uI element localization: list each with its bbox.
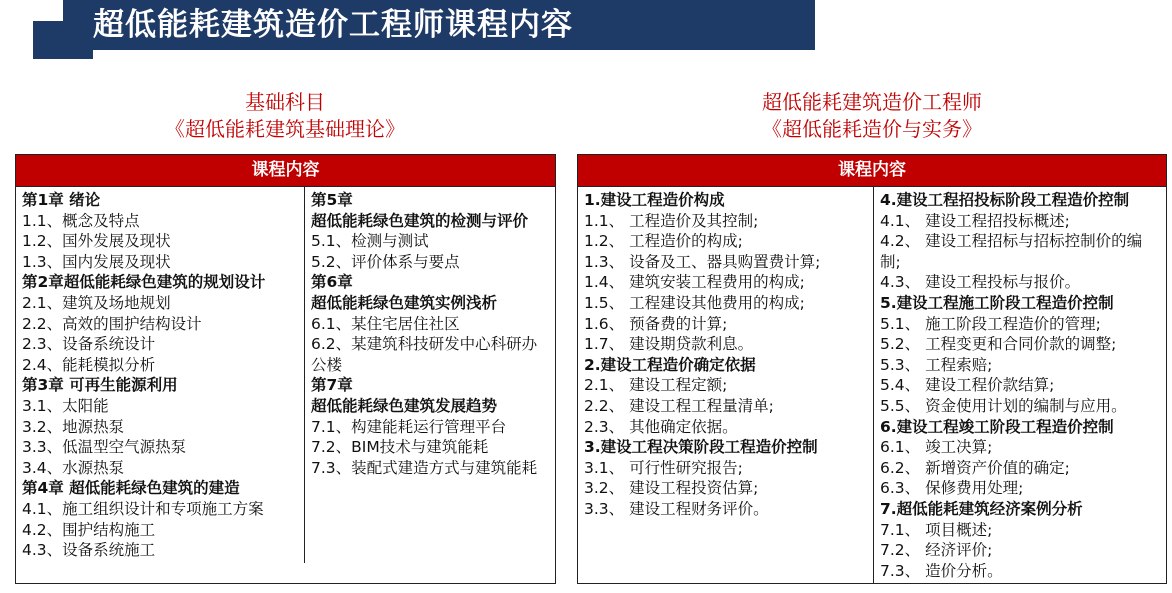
left-column-2	[304, 187, 555, 563]
chapter-heading: 第6章	[311, 273, 353, 292]
list-item: 2.1、 建设工程定额;	[584, 376, 728, 395]
list-item: 7.2、BIM技术与建筑能耗	[311, 438, 489, 457]
left-course-box	[15, 154, 556, 584]
list-item: 1.7、 建设期贷款利息。	[584, 335, 754, 354]
list-item: 1.3、国内发展及现状	[22, 252, 171, 271]
page-title: 超低能耗建筑造价工程师课程内容	[63, 0, 815, 50]
left-column-1	[16, 187, 304, 563]
left-subtitle-line1: 基础科目	[245, 90, 325, 114]
list-item: 5.3、 工程索赔;	[880, 355, 993, 374]
list-item: 1.1、概念及特点	[22, 211, 140, 230]
list-item: 5.5、 资金使用计划的编制与应用。	[880, 396, 1127, 415]
list-item: 6.3、 保修费用处理;	[880, 479, 1024, 498]
list-item: 7.3、 造价分析。	[880, 561, 1003, 580]
list-item: 2.4、能耗模拟分析	[22, 355, 156, 374]
chapter-heading: 7.超低能耗建筑经济案例分析	[880, 499, 1083, 518]
list-item: 3.2、地源热泵	[22, 417, 125, 436]
chapter-heading: 超低能耗绿色建筑发展趋势	[311, 396, 498, 415]
chapter-heading: 1.建设工程造价构成	[584, 191, 725, 209]
list-item: 7.2、 经济评价;	[880, 541, 993, 560]
chapter-heading: 6.建设工程竣工阶段工程造价控制	[880, 417, 1114, 436]
list-item: 5.2、 工程变更和合同价款的调整;	[880, 335, 1117, 354]
list-item: 3.3、低温型空气源热泵	[22, 438, 187, 457]
right-subtitle-line1: 超低能耗建筑造价工程师	[762, 90, 982, 114]
list-item: 4.3、设备系统施工	[22, 541, 156, 560]
chapter-heading: 第2章超低能耗绿色建筑的规划设计	[22, 273, 266, 292]
chapter-heading: 第7章	[311, 376, 353, 395]
list-item: 5.2、评价体系与要点	[311, 252, 460, 271]
list-item: 3.2、 建设工程投资估算;	[584, 479, 759, 498]
chapter-heading: 第1章 绪论	[22, 191, 101, 209]
chapter-heading: 第5章	[311, 191, 353, 209]
list-item: 6.1、某住宅居住社区	[311, 314, 460, 333]
list-item: 7.3、装配式建造方式与建筑能耗	[311, 458, 538, 477]
list-item: 6.1、 竣工决算;	[880, 438, 993, 457]
list-item: 5.1、 施工阶段工程造价的管理;	[880, 314, 1101, 333]
chapter-heading: 5.建设工程施工阶段工程造价控制	[880, 293, 1114, 312]
list-item: 1.4、 建筑安装工程费用的构成;	[584, 273, 805, 292]
chapter-heading: 超低能耗绿色建筑的检测与评价	[311, 211, 529, 230]
list-item: 6.2、某建筑科技研发中心科研办公楼	[311, 335, 538, 374]
list-item: 2.2、 建设工程工程量清单;	[584, 396, 774, 415]
chapter-heading: 4.建设工程招投标阶段工程造价控制	[880, 191, 1130, 209]
chapter-heading: 2.建设工程造价确定依据	[584, 355, 756, 374]
list-item: 2.3、设备系统设计	[22, 335, 156, 354]
left-subtitle-line2: 《超低能耗建筑基础理论》	[165, 117, 405, 141]
list-item: 1.2、国外发展及现状	[22, 232, 171, 251]
list-item: 1.6、 预备费的计算;	[584, 314, 728, 333]
list-item: 3.3、 建设工程财务评价。	[584, 499, 769, 518]
list-item: 1.3、 设备及工、器具购置费计算;	[584, 252, 821, 271]
list-item: 4.1、施工组织设计和专项施工方案	[22, 499, 264, 518]
list-item: 4.2、 建设工程招标与招标控制价的编制;	[880, 232, 1143, 271]
list-item: 1.5、 工程建设其他费用的构成;	[584, 293, 805, 312]
chapter-heading: 第4章 超低能耗绿色建筑的建造	[22, 479, 240, 498]
right-column-1	[578, 187, 873, 583]
list-item: 7.1、构建能耗运行管理平台	[311, 417, 507, 436]
right-box-header: 课程内容	[578, 155, 1166, 187]
list-item: 5.4、 建设工程价款结算;	[880, 376, 1055, 395]
chapter-heading: 第3章 可再生能源利用	[22, 376, 178, 395]
list-item: 2.1、建筑及场地规划	[22, 293, 171, 312]
chapter-heading: 3.建设工程决策阶段工程造价控制	[584, 438, 818, 457]
left-box-header: 课程内容	[16, 155, 555, 187]
list-item: 3.1、 可行性研究报告;	[584, 458, 743, 477]
list-item: 4.2、围护结构施工	[22, 520, 156, 539]
list-item: 1.1、 工程造价及其控制;	[584, 211, 759, 230]
list-item: 2.2、高效的围护结构设计	[22, 314, 202, 333]
chapter-heading: 超低能耗绿色建筑实例浅析	[311, 293, 498, 312]
left-subtitle	[16, 89, 554, 143]
list-item: 2.3、 其他确定依据。	[584, 417, 738, 436]
right-column-2	[873, 187, 1166, 583]
list-item: 4.3、 建设工程投标与报价。	[880, 273, 1081, 292]
right-subtitle	[578, 89, 1166, 143]
right-course-box	[577, 154, 1167, 584]
list-item: 1.2、 工程造价的构成;	[584, 232, 743, 251]
list-item: 3.1、太阳能	[22, 396, 109, 415]
list-item: 4.1、 建设工程招投标概述;	[880, 211, 1070, 230]
list-item: 5.1、检测与测试	[311, 232, 429, 251]
list-item: 6.2、 新增资产价值的确定;	[880, 458, 1070, 477]
list-item: 7.1、 项目概述;	[880, 520, 993, 539]
right-subtitle-line2: 《超低能耗造价与实务》	[762, 117, 982, 141]
list-item: 3.4、水源热泵	[22, 458, 125, 477]
